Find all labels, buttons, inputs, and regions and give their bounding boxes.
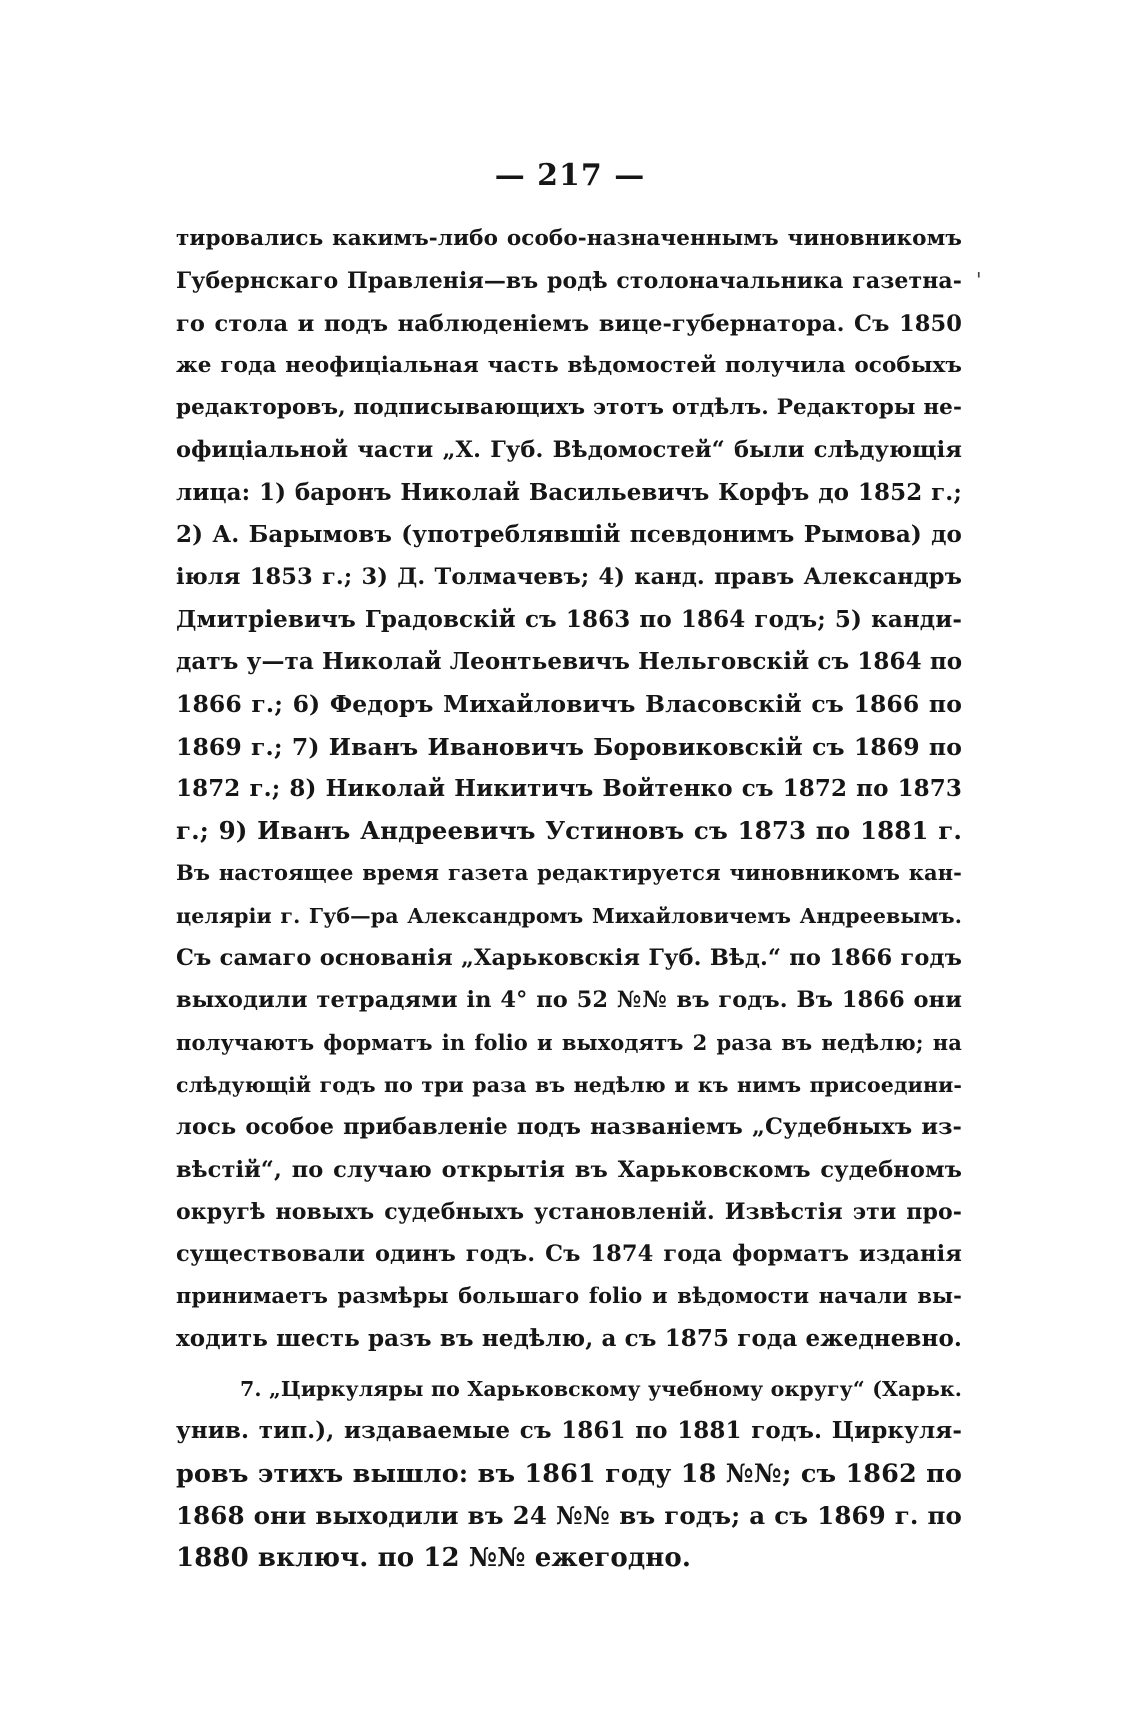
text-line: принимаетъ размѣры большаго folio и вѣдомости начали вы- — [176, 1283, 962, 1309]
text-line: Съ самаго основанія „Харьковскія Губ. Вѣд.“ по 1866 годъ — [176, 945, 962, 972]
text-line: іюля 1853 г.; 3) Д. Толмачевъ; 4) канд. правъ Александръ — [176, 564, 962, 591]
text-line: Губернскаго Правленія—въ родѣ столоначальника газетна- — [176, 268, 962, 295]
paragraph-circulars — [176, 1368, 962, 1579]
text-line: лось особое прибавленіе подъ названіемъ „Судебныхъ из- — [176, 1114, 962, 1141]
text-line: унив. тип.), издаваемые съ 1861 по 1881 годъ. Циркуля- — [176, 1417, 962, 1445]
text-line: ровъ этихъ вышло: въ 1861 году 18 №№; съ 1862 по — [176, 1458, 962, 1489]
text-line: ходить шесть разъ въ недѣлю, а съ 1875 года ежедневно. — [176, 1324, 962, 1352]
text-line: 1868 они выходили въ 24 №№ въ годъ; а съ 1869 г. по — [176, 1500, 962, 1530]
text-line: получаютъ форматъ in folio и выходятъ 2 раза въ недѣлю; на — [176, 1029, 962, 1055]
text-line: целяріи г. Губ—ра Александромъ Михайловичемъ Андреевымъ. — [176, 903, 962, 928]
text-line: г.; 9) Иванъ Андреевичъ Устиновъ съ 1873 по 1881 г. — [176, 816, 962, 846]
text-line: 2) А. Барымовъ (употреблявшій псевдонимъ Рымова) до — [176, 521, 962, 549]
text-line: го стола и подъ наблюденіемъ вице-губернатора. Съ 1850 — [176, 310, 962, 337]
text-line: же года неофиціальная часть вѣдомостей получила особыхъ — [176, 352, 962, 378]
text-line: 1866 г.; 6) Федоръ Михайловичъ Власовскій съ 1866 по — [176, 690, 962, 719]
text-line: 1872 г.; 8) Николай Никитичъ Войтенко съ 1872 по 1873 — [176, 774, 962, 802]
margin-speck: ' — [976, 268, 982, 292]
text-line: слѣдующій годъ по три раза въ недѣлю и къ нимъ присоедини- — [176, 1072, 962, 1097]
text-line: существовали одинъ годъ. Съ 1874 года форматъ изданія — [176, 1241, 962, 1268]
text-line: тировались какимъ-либо особо-назначеннымъ чиновникомъ — [176, 226, 962, 251]
text-line: датъ у—та Николай Леонтьевичъ Нельговскій съ 1864 по — [176, 647, 963, 675]
text-line: Дмитріевичъ Градовскій съ 1863 по 1864 годъ; 5) канди- — [176, 605, 962, 633]
text-line: выходили тетрадями in 4° по 52 №№ въ годъ. Въ 1866 они — [176, 987, 962, 1014]
text-line: вѣстій“, по случаю открытія въ Харьковскомъ судебномъ — [176, 1156, 962, 1183]
text-line: 7. „Циркуляры по Харьковскому учебному округу“ (Харьк. — [240, 1377, 962, 1402]
text-line: редакторовъ, подписывающихъ этотъ отдѣлъ. Редакторы не- — [176, 395, 962, 421]
text-line: Въ настоящее время газета редактируется чиновникомъ кан- — [176, 860, 962, 886]
paragraph-gap — [176, 1360, 962, 1368]
text-line: округѣ новыхъ судебныхъ установленій. Извѣстія эти про- — [176, 1198, 962, 1225]
paragraph-editors-history — [176, 218, 962, 1360]
text-line: 1869 г.; 7) Иванъ Ивановичъ Боровиковскій съ 1869 по — [176, 732, 962, 761]
text-line: 1880 включ. по 12 №№ ежегодно. — [176, 1543, 691, 1574]
text-line: лица: 1) баронъ Николай Васильевичъ Корфъ до 1852 г.; — [176, 478, 962, 506]
page-number: — 217 — — [494, 158, 646, 193]
text-line: офиціальной части „Х. Губ. Вѣдомостей“ были слѣдующія — [176, 437, 962, 464]
body-text — [176, 218, 962, 1580]
